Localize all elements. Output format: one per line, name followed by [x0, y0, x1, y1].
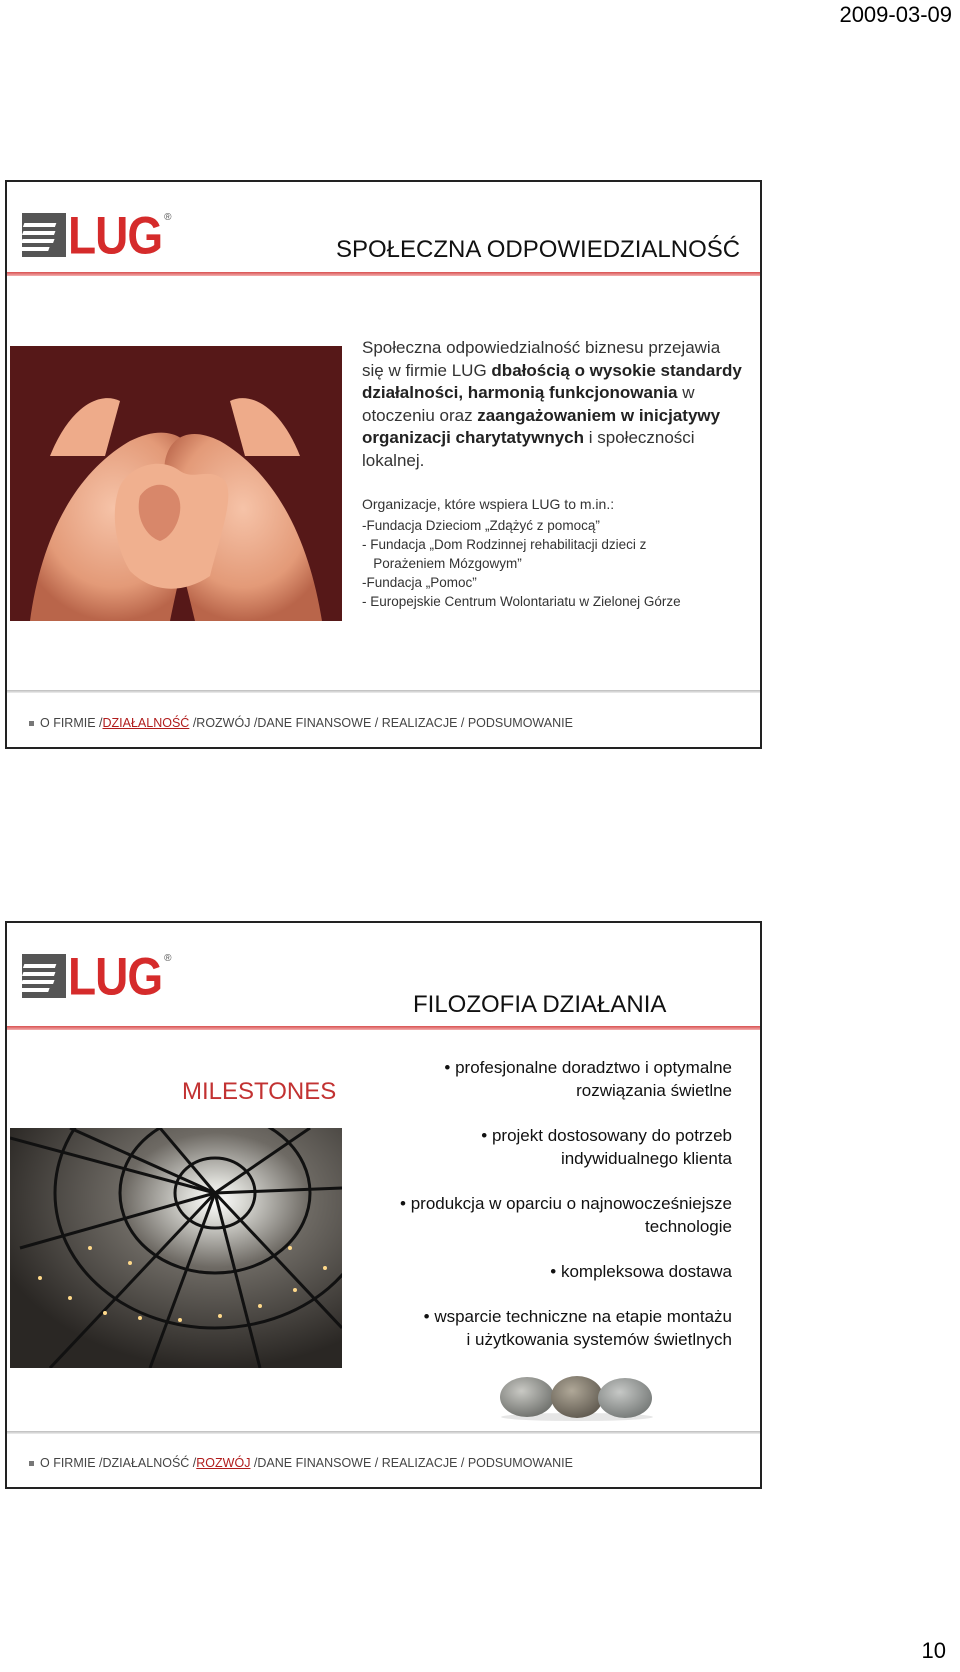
section-nav — [29, 716, 573, 730]
bullet-item — [362, 1056, 732, 1102]
lug-emblem-icon — [22, 213, 66, 257]
logo-text: LUG — [68, 205, 163, 265]
nav-text-after: /DANE FINANSOWE / REALIZACJE / PODSUMOWANIE — [250, 1456, 573, 1470]
intro-text-2: w otoczeniu oraz — [362, 383, 695, 425]
bullet-line: technologie — [645, 1217, 732, 1236]
intro-text-1: Społeczna odpowiedzialność biznesu przejawia się w firmie LUG — [362, 338, 721, 380]
logo-text: LUG — [68, 946, 163, 1006]
philosophy-bullets — [362, 1056, 732, 1373]
intro-bold-2: zaangażowaniem w inicjatywy organizacji charytatywnych — [362, 405, 721, 447]
nav-text-after: /ROZWÓJ /DANE FINANSOWE / REALIZACJE / PODSUMOWANIE — [189, 716, 573, 730]
bullet-line: • produkcja w oparciu o najnowocześniejsze — [400, 1194, 732, 1213]
registered-mark: ® — [164, 953, 172, 964]
milestones-label: MILESTONES — [182, 1078, 337, 1105]
lug-logo — [22, 946, 172, 1006]
bullet-line: rozwiązania świetlne — [576, 1081, 732, 1100]
bullet-line: • projekt dostosowany do potrzeb — [481, 1126, 732, 1145]
nav-bullet-icon — [29, 1461, 34, 1466]
org-item: - Europejskie Centrum Wolontariatu w Zielonej Górze — [362, 594, 681, 609]
nav-text-before: O FIRMIE /DZIAŁALNOŚĆ / — [40, 1456, 197, 1470]
slide-title: SPOŁECZNA ODPOWIEDZIALNOŚĆ — [336, 236, 741, 263]
intro-paragraph — [362, 337, 742, 472]
nav-bullet-icon — [29, 721, 34, 726]
page-date: 2009-03-09 — [839, 2, 952, 27]
org-item: -Fundacja „Pomoc” — [362, 575, 477, 590]
nav-text-before: O FIRMIE / — [40, 716, 103, 730]
bullet-item — [362, 1124, 732, 1170]
bullet-line: • profesjonalne doradztwo i optymalne — [444, 1058, 732, 1077]
lug-logo — [22, 205, 172, 265]
title-rule — [7, 272, 760, 276]
slide-social-responsibility — [5, 180, 762, 749]
bullet-line: i użytkowania systemów świetlnych — [466, 1330, 732, 1349]
footer-rule — [7, 1431, 760, 1434]
slide-philosophy — [5, 921, 762, 1489]
bullet-item — [362, 1192, 732, 1238]
hands-photo — [10, 346, 342, 621]
title-rule — [7, 1026, 760, 1030]
nav-active-section[interactable]: DZIAŁALNOŚĆ — [102, 716, 190, 730]
dome-photo — [10, 1128, 342, 1368]
intro-text-3: i społeczności lokalnej. — [362, 428, 695, 470]
nav-active-section[interactable]: ROZWÓJ — [196, 1456, 251, 1470]
org-item: Porażeniem Mózgowym” — [362, 556, 522, 571]
lug-emblem-icon — [22, 954, 66, 998]
org-item: -Fundacja Dzieciom „Zdążyć z pomocą” — [362, 518, 600, 533]
bullet-line: • wsparcie techniczne na etapie montażu — [423, 1307, 732, 1326]
page-number: 10 — [921, 1638, 946, 1663]
org-list — [362, 516, 681, 611]
org-heading: Organizacje, które wspiera LUG to m.in.: — [362, 496, 615, 512]
bullet-item — [362, 1260, 732, 1283]
intro-bold-1: dbałością o wysokie standardy działalności, harmonią funkcjonowania — [362, 360, 742, 402]
org-item: - Fundacja „Dom Rodzinnej rehabilitacji dzieci z — [362, 537, 647, 552]
registered-mark: ® — [164, 212, 172, 223]
stones-image — [497, 1367, 657, 1422]
slide-title: FILOZOFIA DZIAŁANIA — [413, 991, 667, 1018]
bullet-item — [362, 1305, 732, 1351]
footer-rule — [7, 690, 760, 693]
bullet-line: • kompleksowa dostawa — [550, 1262, 732, 1281]
bullet-line: indywidualnego klienta — [560, 1149, 732, 1168]
section-nav — [29, 1456, 573, 1470]
